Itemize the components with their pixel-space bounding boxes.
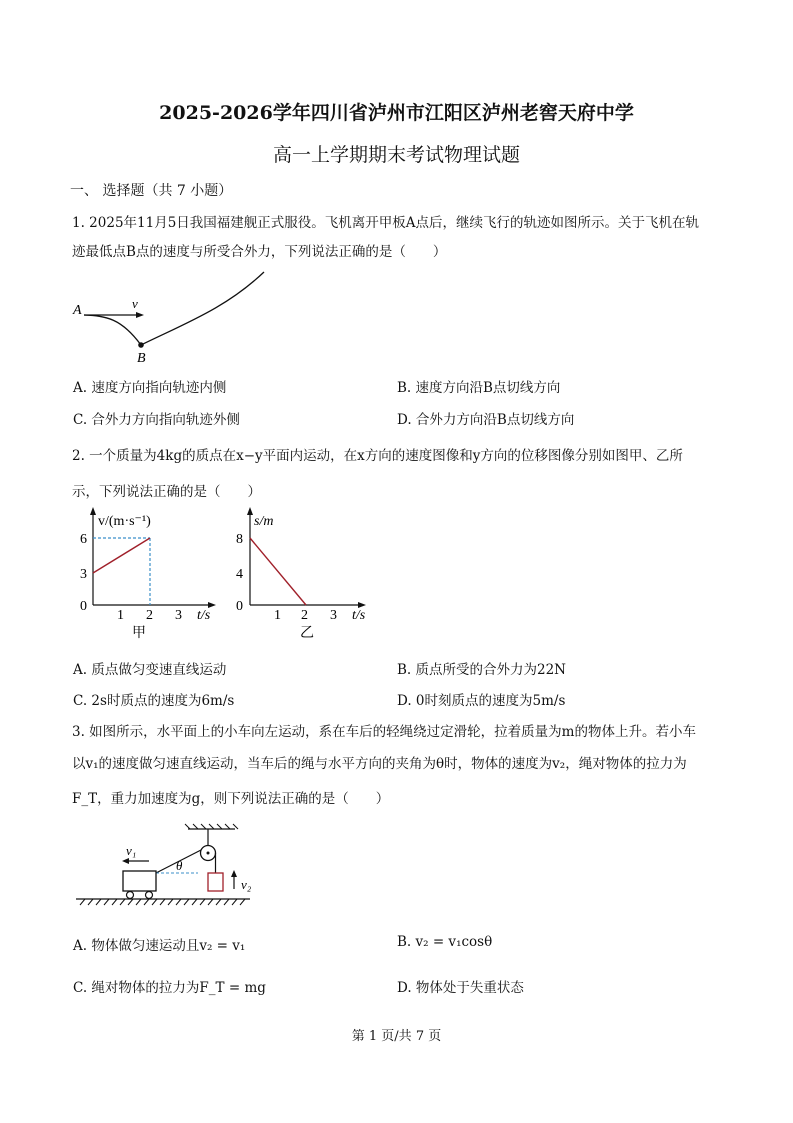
v-axis-label: v/(m·s⁻¹) bbox=[98, 514, 151, 529]
question-2-line-1: 2. 一个质量为4kg的质点在x−y平面内运动，在x方向的速度图像和y方向的位移图像分别如图甲、乙所 bbox=[72, 448, 683, 464]
trajectory-curve bbox=[84, 272, 264, 345]
pulley-axle bbox=[207, 852, 210, 855]
v-tick-3: 3 bbox=[80, 567, 87, 582]
page-subtitle: 高一上学期期末考试物理试题 bbox=[272, 144, 520, 166]
hanging-block bbox=[208, 873, 223, 891]
q2-option-d: D. 0时刻质点的速度为5m/s bbox=[397, 693, 566, 709]
velocity-label: v bbox=[132, 296, 138, 311]
graph-caption-jia: 甲 bbox=[132, 626, 146, 641]
q1-option-a: A. 速度方向指向轨迹内侧 bbox=[73, 380, 227, 396]
t-axis-label: t/s bbox=[197, 608, 211, 623]
t-tick-3: 3 bbox=[330, 608, 337, 623]
displacement-time-graph bbox=[220, 505, 390, 645]
s-axis-arrow bbox=[247, 507, 253, 515]
s-tick-8: 8 bbox=[236, 532, 243, 547]
question-3-line-1: 3. 如图所示，水平面上的小车向左运动，系在车后的轻绳绕过定滑轮，拉着质量为m的物体上升。若小车 bbox=[72, 724, 696, 740]
page-number: 第 1 页/共 7 页 bbox=[351, 1029, 442, 1044]
v-tick-6: 6 bbox=[80, 532, 87, 547]
q1-option-c: C. 合外力方向指向轨迹外侧 bbox=[73, 412, 240, 428]
v-axis-arrow bbox=[90, 507, 96, 515]
velocity-time-graph bbox=[60, 505, 230, 645]
q3-option-a: A. 物体做匀速运动且v₂ = v₁ bbox=[73, 938, 246, 954]
t-tick-2: 2 bbox=[301, 608, 308, 623]
q1-option-d: D. 合外力方向沿B点切线方向 bbox=[397, 412, 575, 428]
graph-caption-yi: 乙 bbox=[300, 626, 314, 641]
question-3-line-2: 以v₁的速度做匀速直线运动，当车后的绳与水平方向的夹角为θ时，物体的速度为v₂，绳对物体的拉力为 bbox=[72, 756, 687, 772]
cart-body bbox=[123, 871, 156, 891]
v1-label: v₁ bbox=[126, 843, 137, 858]
v1-arrowhead bbox=[122, 858, 129, 864]
ceiling-hatch bbox=[185, 824, 238, 829]
point-b bbox=[138, 342, 144, 348]
trajectory-figure bbox=[66, 268, 286, 368]
s-tick-4: 4 bbox=[236, 567, 243, 582]
q2-option-b: B. 质点所受的合外力为22N bbox=[397, 662, 566, 678]
question-3-line-3: F_T，重力加速度为g，则下列说法正确的是（ ） bbox=[72, 791, 390, 807]
q1-option-b: B. 速度方向沿B点切线方向 bbox=[397, 380, 561, 396]
velocity-arrowhead bbox=[136, 312, 144, 318]
v-tick-0: 0 bbox=[80, 599, 87, 614]
page-title: 2025-2026学年四川省泸州市江阳区泸州老窖天府中学 bbox=[159, 102, 634, 124]
t-tick-1: 1 bbox=[274, 608, 281, 623]
section-heading: 一、 选择题（共 7 小题） bbox=[70, 183, 233, 199]
t-tick-3: 3 bbox=[175, 608, 182, 623]
q2-option-a: A. 质点做匀变速直线运动 bbox=[73, 662, 227, 678]
v2-arrowhead bbox=[231, 870, 237, 877]
t-tick-1: 1 bbox=[117, 608, 124, 623]
q3-option-b: B. v₂ = v₁cosθ bbox=[397, 934, 493, 950]
ground-hatch bbox=[80, 899, 245, 905]
displacement-line bbox=[250, 538, 306, 605]
t-tick-2: 2 bbox=[146, 608, 153, 623]
cart-wheel-right bbox=[146, 892, 153, 899]
q3-option-d: D. 物体处于失重状态 bbox=[397, 980, 524, 996]
s-tick-0: 0 bbox=[236, 599, 243, 614]
question-2-line-2: 示，下列说法正确的是（ ） bbox=[72, 484, 261, 500]
point-a-label: A bbox=[73, 303, 82, 318]
v2-label: v₂ bbox=[241, 877, 252, 892]
question-1-line-1: 1. 2025年11月5日我国福建舰正式服役。飞机离开甲板A点后，继续飞行的轨迹如图所示。关于飞机在轨 bbox=[72, 215, 700, 231]
q2-option-c: C. 2s时质点的速度为6m/s bbox=[73, 693, 235, 709]
pulley-figure bbox=[70, 823, 270, 913]
cart-wheel-left bbox=[127, 892, 134, 899]
velocity-line bbox=[93, 538, 150, 573]
t-axis-label: t/s bbox=[352, 608, 366, 623]
theta-label: θ bbox=[176, 858, 183, 873]
point-b-label: B bbox=[137, 351, 146, 366]
s-axis-label: s/m bbox=[254, 514, 274, 529]
question-1-line-2: 迹最低点B点的速度与所受合外力，下列说法正确的是（ ） bbox=[72, 244, 447, 260]
q3-option-c: C. 绳对物体的拉力为F_T = mg bbox=[73, 980, 266, 996]
